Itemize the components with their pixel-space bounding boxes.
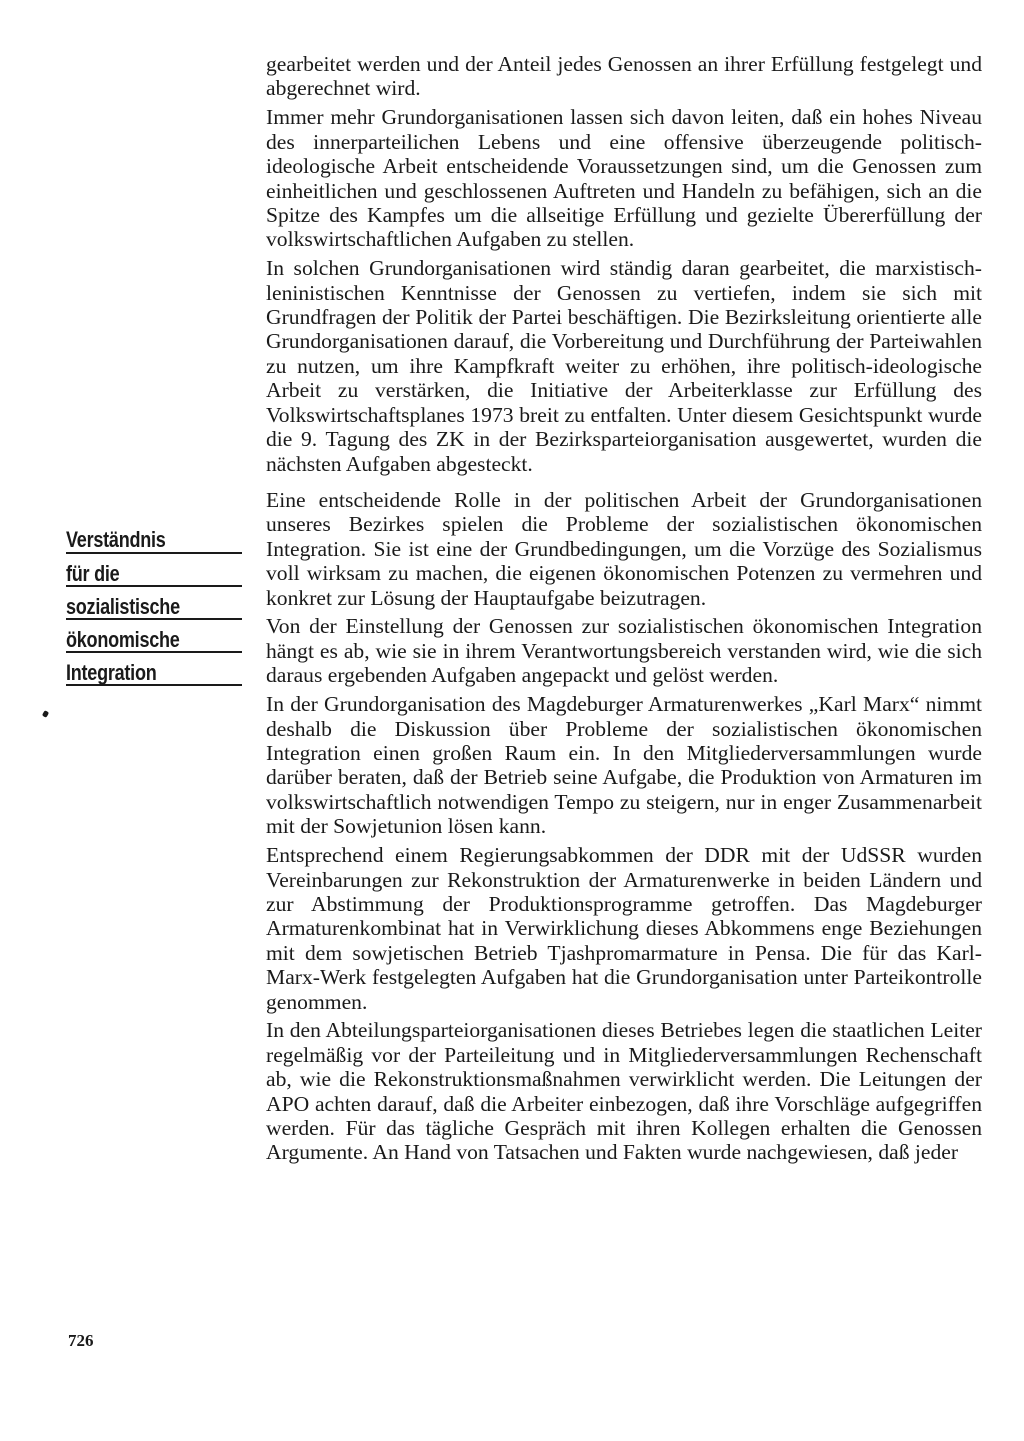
margin-heading-line (66, 657, 242, 686)
margin-heading-text: Integration (66, 660, 157, 685)
paragraph-6: In der Grundorganisation des Magdeburger Armaturenwerkes „Karl Marx“ nimmt deshalb die Diskussion über Probleme der sozialistischen ökonomischen Integration einen großen Raum ein. In den Mitgliederversammlungen wurde darüber beraten, daß der Betrieb seine Aufgabe, die Produktion von Armaturen im volkswirtschaftlich notwendigen Tempo zu steigern, nur in enger Zusammenarbeit mit der Sowjetunion lösen kann. (266, 692, 982, 839)
paragraph-4: Eine entscheidende Rolle in der politischen Arbeit der Grundorganisationen unseres Bezirkes spielen die Probleme der sozialistischen ökonomischen Integration. Sie ist eine der Grundbedingungen, um die Vorzüge des Sozialismus voll wirksam zu machen, die eigenen ökonomischen Potenzen zu vermehren und konkret zur Lösung der Hauptaufgabe beizutragen. (266, 487, 982, 610)
margin-heading-line (66, 591, 242, 620)
paragraph-7: Entsprechend einem Regierungsabkommen der DDR mit der UdSSR wurden Vereinbarungen zur Rekonstruktion der Armaturenwerke in beiden Ländern und zur Abstimmung der Produktionsprogramme getroffen. Das Magdeburger Armaturenkombinat hat in Verwirklichung dieses Abkommens enge Beziehungen mit dem sowjetischen Betrieb Tjashpromarmature in Pensa. Die für das Karl-Marx-Werk festgelegten Aufgaben hat die Grundorganisation unter Parteikontrolle genommen. (266, 843, 982, 1014)
paragraph-2: Immer mehr Grundorganisationen lassen sich davon leiten, daß ein hohes Niveau des innerparteilichen Lebens und eine offensive überzeugende politisch-ideologische Arbeit entscheidende Voraussetzungen sind, um die Genossen zum einheitlichen und geschlossenen Auftreten und Handeln zu befähigen, sich an die Spitze des Kampfes um die allseitige Erfüllung und gezielte Übererfüllung der volkswirtschaftlichen Aufgaben zu stellen. (266, 105, 982, 252)
page-number: 726 (68, 1331, 94, 1350)
margin-heading-line (66, 624, 242, 653)
margin-heading-line (66, 558, 242, 587)
ink-speck-mark (42, 710, 49, 718)
margin-heading-text: Verständnis (66, 527, 166, 552)
margin-heading-text: für die (66, 561, 120, 586)
margin-heading-line (66, 528, 242, 554)
margin-heading-text: ökonomische (66, 627, 180, 652)
paragraph-5: Von der Einstellung der Genossen zur sozialistischen ökonomischen Integration hängt es ab, wie sie in ihrem Verantwortungsbereich verstanden wird, wie die sich daraus ergebenden Aufgaben angepackt und gelöst werden. (266, 614, 982, 688)
paragraph-8: In den Abteilungsparteiorganisationen dieses Betriebes legen die staatlichen Leiter regelmäßig vor der Parteileitung und in Mitgliederversammlungen Rechenschaft ab, wie die Rekonstruktionsmaßnahmen verwirklicht werden. Die Leitungen der APO achten darauf, daß die Arbeiter einbezogen, daß ihre Vorschläge aufgegriffen werden. Für das tägliche Gespräch mit ihren Kollegen erhalten die Genossen Argumente. An Hand von Tatsachen und Fakten wurde nachgewiesen, daß jeder (266, 1018, 982, 1165)
margin-heading (66, 528, 242, 690)
paragraph-3: In solchen Grundorganisationen wird ständig daran gearbeitet, die marxistisch-leninistischen Kenntnisse der Genossen zu vertiefen, indem sie sich mit Grundfragen der Politik der Partei beschäftigen. Die Bezirksleitung orientierte alle Grundorganisationen darauf, die Vorbereitung und Durchführung der Parteiwahlen zu nutzen, um ihre Kampfkraft weiter zu erhöhen, ihre politisch-ideologische Arbeit zu verstärken, die Initiative der Arbeiterklasse zur Erfüllung des Volkswirtschaftsplanes 1973 breit zu entfalten. Unter diesem Gesichtspunkt wurde die 9. Tagung des ZK in der Bezirksparteiorganisation ausgewertet, wurden die nächsten Aufgaben abgesteckt. (266, 256, 982, 476)
body-text-column (266, 52, 982, 1169)
margin-heading-text: sozialistische (66, 594, 180, 619)
paragraph-1: gearbeitet werden und der Anteil jedes Genossen an ihrer Erfüllung festgelegt und abgerechnet wird. (266, 52, 982, 101)
